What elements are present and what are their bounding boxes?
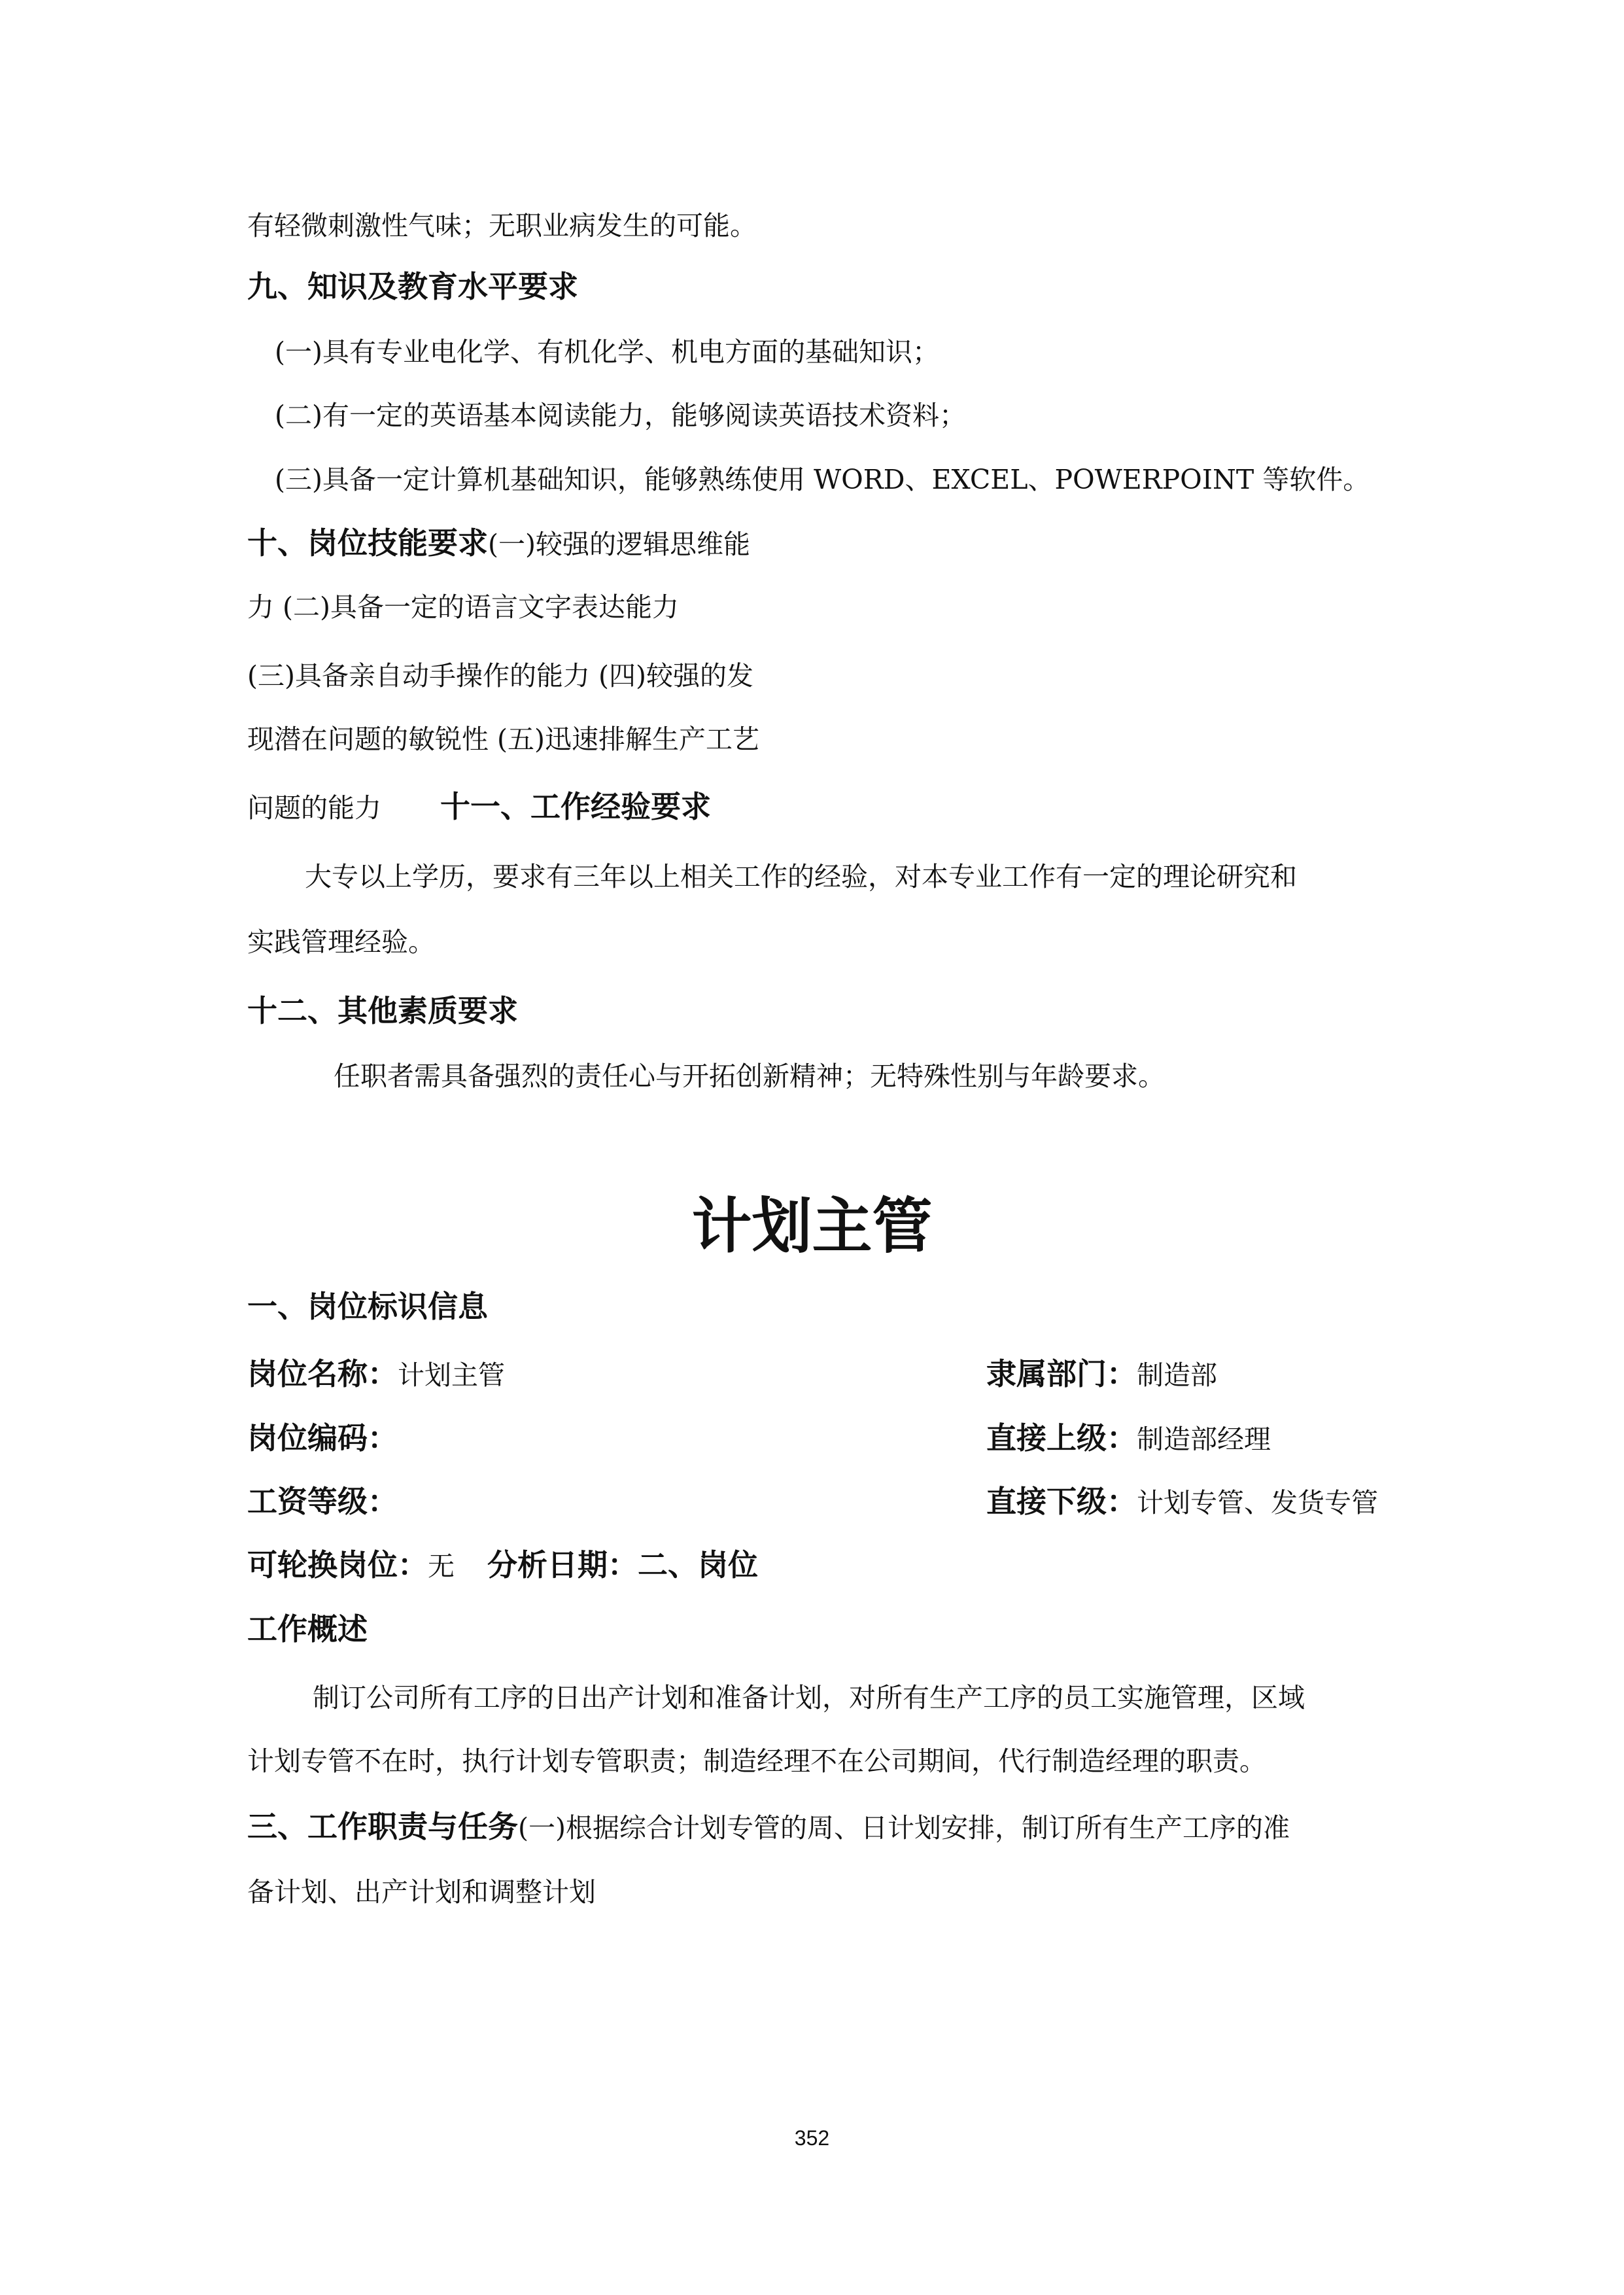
knowledge-item-1: (一)具有专业电化学、有机化学、机电方面的基础知识； bbox=[275, 336, 939, 368]
section-heading-11: 十一、工作经验要求 bbox=[440, 789, 711, 824]
info-row-4 bbox=[247, 1545, 1454, 1586]
quality-line-1: 任职者需具备强烈的责任心与开拓创新精神；无特殊性别与年龄要求。 bbox=[334, 1060, 1165, 1092]
section-heading-10: 十、岗位技能要求 bbox=[247, 525, 488, 561]
rotation-label: 可轮换岗位： bbox=[247, 1547, 428, 1583]
subordinate-label: 直接下级： bbox=[986, 1484, 1137, 1519]
knowledge-item-2: (二)有一定的英语基本阅读能力，能够阅读英语技术资料； bbox=[275, 400, 966, 431]
rotation-value: 无 bbox=[428, 1550, 455, 1582]
experience-line-1: 大专以上学历，要求有三年以上相关工作的经验，对本专业工作有一定的理论研究和 bbox=[305, 861, 1297, 892]
duties-line-1 bbox=[247, 1807, 1454, 1848]
info-row-2 bbox=[247, 1418, 1454, 1459]
info-row-1 bbox=[247, 1354, 1454, 1395]
text-line: 有轻微刺激性气味；无职业病发生的可能。 bbox=[247, 210, 757, 241]
position-name-value: 计划主管 bbox=[398, 1359, 505, 1391]
knowledge-item-3: (三)具备一定计算机基础知识，能够熟练使用 WORD、EXCEL、POWERPOINT 等软件。 bbox=[275, 464, 1370, 495]
section-heading-9: 九、知识及教育水平要求 bbox=[247, 269, 578, 304]
skill-line-3: (三)具备亲自动手操作的能力 (四)较强的发 bbox=[247, 660, 754, 692]
subordinate-value: 计划专管、发货专管 bbox=[1137, 1487, 1378, 1518]
skill-line-5 bbox=[247, 787, 1454, 828]
section-heading-2b: 工作概述 bbox=[247, 1611, 368, 1647]
section-heading-12: 十二、其他素质要求 bbox=[247, 993, 518, 1028]
department-label: 隶属部门： bbox=[986, 1356, 1137, 1392]
experience-line-2: 实践管理经验。 bbox=[247, 926, 435, 958]
skill-line-2: 力 (二)具备一定的语言文字表达能力 bbox=[247, 591, 680, 623]
page-number: 352 bbox=[794, 2126, 830, 2150]
position-name-label: 岗位名称： bbox=[247, 1356, 398, 1392]
skill-text-1: (一)较强的逻辑思维能 bbox=[488, 529, 750, 560]
position-code-label: 岗位编码： bbox=[247, 1420, 398, 1456]
duties-line-2: 备计划、出产计划和调整计划 bbox=[247, 1876, 596, 1908]
skill-line-4: 现潜在问题的敏锐性 (五)迅速排解生产工艺 bbox=[247, 724, 760, 755]
overview-line-1: 制订公司所有工序的日出产计划和准备计划，对所有生产工序的员工实施管理，区域 bbox=[313, 1682, 1305, 1713]
section-heading-1: 一、岗位标识信息 bbox=[247, 1289, 488, 1324]
duties-text-1: (一)根据综合计划专管的周、日计划安排，制订所有生产工序的准 bbox=[518, 1812, 1290, 1844]
superior-value: 制造部经理 bbox=[1137, 1424, 1271, 1455]
job-title: 计划主管 bbox=[691, 1191, 933, 1261]
skill-text-5: 问题的能力 bbox=[247, 792, 381, 824]
salary-grade-label: 工资等级： bbox=[247, 1484, 398, 1519]
section-heading-3: 三、工作职责与任务 bbox=[247, 1809, 518, 1844]
info-row-3 bbox=[247, 1482, 1454, 1522]
superior-label: 直接上级： bbox=[986, 1420, 1137, 1456]
analysis-date-label: 分析日期：二、岗位 bbox=[487, 1547, 758, 1583]
department-value: 制造部 bbox=[1137, 1359, 1217, 1391]
skill-line-1 bbox=[247, 523, 1454, 564]
overview-line-2: 计划专管不在时，执行计划专管职责；制造经理不在公司期间，代行制造经理的职责。 bbox=[247, 1745, 1266, 1777]
